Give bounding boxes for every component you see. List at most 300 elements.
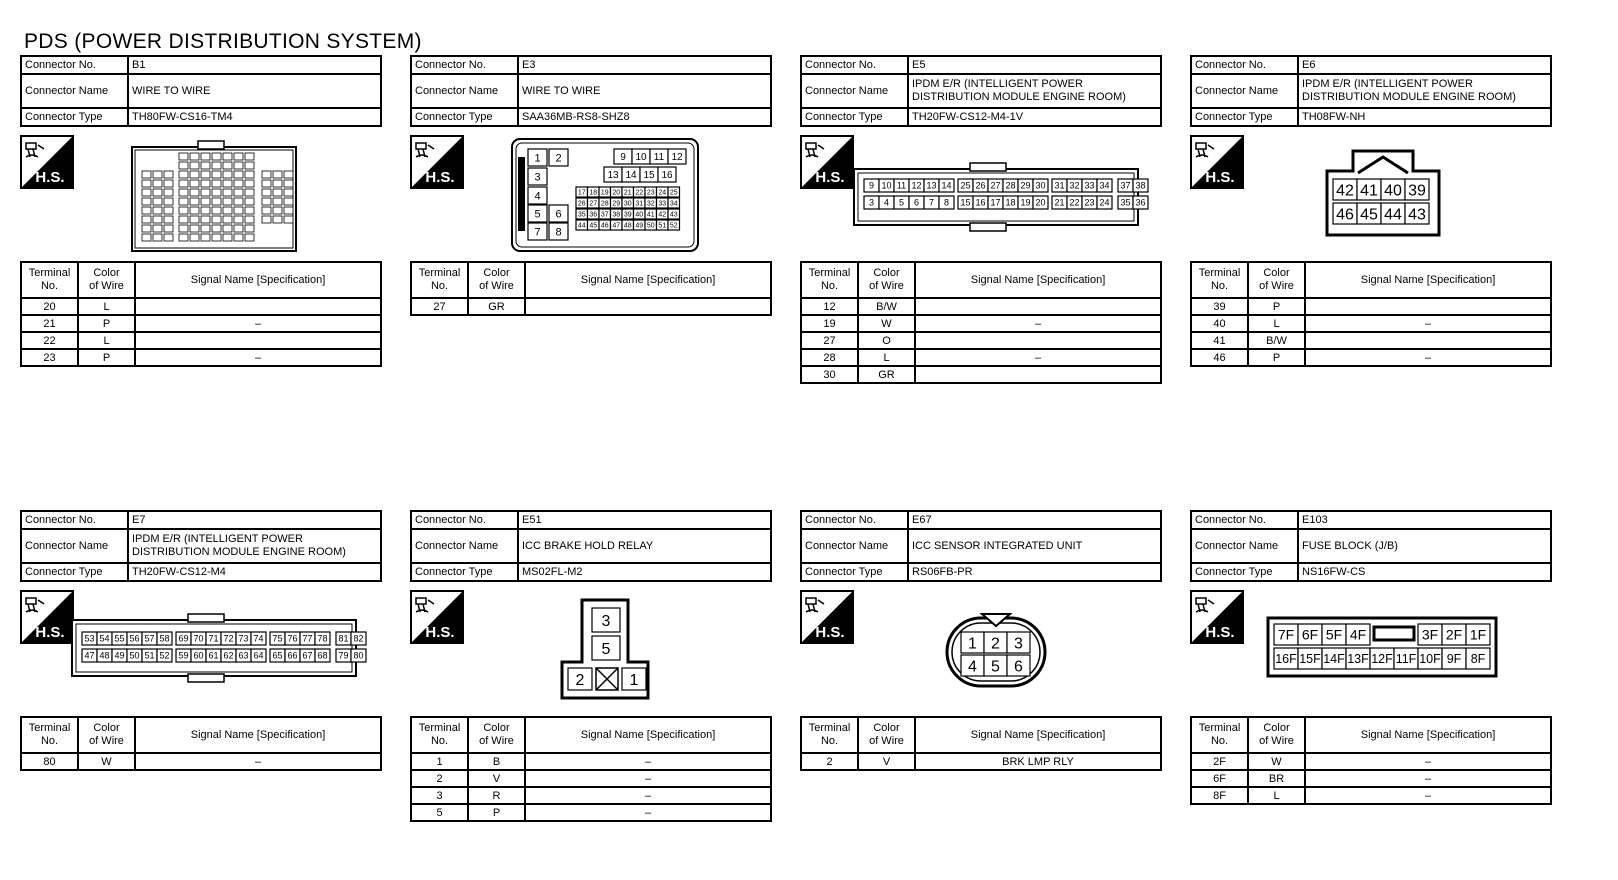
signal-table (1190, 716, 1552, 805)
signal-cell: – (525, 804, 771, 821)
svg-text:4: 4 (883, 197, 890, 208)
connector-no-label: Connector No. (411, 511, 518, 529)
color-cell: L (78, 298, 135, 315)
svg-text:52: 52 (159, 650, 170, 661)
svg-text:45: 45 (589, 222, 598, 230)
signal-header: Signal Name [Specification] (135, 717, 381, 753)
signal-cell: – (1305, 315, 1551, 332)
svg-text:64: 64 (253, 650, 264, 661)
svg-text:45: 45 (1360, 206, 1378, 224)
svg-text:10F: 10F (1419, 652, 1441, 666)
svg-text:31: 31 (1054, 180, 1065, 191)
svg-text:33: 33 (1084, 180, 1095, 191)
connector-picture (800, 127, 1162, 259)
table-row (1191, 349, 1551, 366)
color-cell: L (1248, 315, 1305, 332)
svg-text:4: 4 (534, 190, 541, 203)
signal-table (1190, 261, 1552, 367)
color-cell: L (78, 332, 135, 349)
signal-cell: – (1305, 753, 1551, 770)
terminal-cell: 2 (801, 753, 858, 770)
connector-type-label: Connector Type (411, 108, 518, 126)
connector-type-label: Connector Type (1191, 563, 1298, 581)
signal-cell: – (1305, 770, 1551, 787)
terminal-cell: 8F (1191, 787, 1248, 804)
connector-name-label: Connector Name (801, 74, 908, 108)
signal-cell: BRK LMP RLY (915, 753, 1161, 770)
svg-text:46: 46 (1336, 206, 1354, 224)
svg-text:39: 39 (623, 211, 632, 219)
harness-side-icon (20, 135, 74, 189)
svg-text:56: 56 (129, 633, 140, 644)
signal-cell (915, 366, 1161, 383)
svg-text:42: 42 (658, 211, 667, 219)
svg-text:47: 47 (84, 650, 95, 661)
hs-label: H.S. (425, 624, 455, 641)
connector-no-value: E6 (1298, 56, 1551, 74)
connector-name-label: Connector Name (1191, 74, 1298, 108)
svg-text:6: 6 (555, 208, 562, 221)
svg-text:5: 5 (898, 197, 905, 208)
svg-text:21: 21 (1054, 197, 1065, 208)
svg-text:1: 1 (534, 152, 541, 165)
connector-no-value: E7 (128, 511, 381, 529)
color-cell: W (858, 315, 915, 332)
svg-text:18: 18 (589, 189, 598, 197)
terminal-cell: 2 (411, 770, 468, 787)
svg-text:23: 23 (1084, 197, 1095, 208)
connector-type-label: Connector Type (801, 563, 908, 581)
color-header: Color of Wire (858, 717, 915, 753)
terminal-cell: 23 (21, 349, 78, 366)
page-title: PDS (POWER DISTRIBUTION SYSTEM) (24, 30, 422, 53)
connector-type-label: Connector Type (21, 563, 128, 581)
svg-text:80: 80 (353, 650, 364, 661)
color-header: Color of Wire (858, 262, 915, 298)
svg-text:38: 38 (612, 211, 621, 219)
hs-label: H.S. (35, 624, 65, 641)
connector-diagram-e103 (1266, 616, 1498, 678)
color-cell: P (1248, 298, 1305, 315)
connector-info-table (1190, 55, 1552, 127)
signal-header: Signal Name [Specification] (1305, 717, 1551, 753)
svg-text:16: 16 (975, 197, 986, 208)
svg-text:48: 48 (99, 650, 110, 661)
svg-text:71: 71 (208, 633, 219, 644)
connector-no-value: E67 (908, 511, 1161, 529)
color-header: Color of Wire (1248, 717, 1305, 753)
color-cell: GR (858, 366, 915, 383)
connector-name-value: ICC SENSOR INTEGRATED UNIT (908, 529, 1161, 563)
hs-label: H.S. (1205, 169, 1235, 186)
signal-cell (135, 332, 381, 349)
terminal-header: Terminal No. (411, 717, 468, 753)
connector-no-value: E3 (518, 56, 771, 74)
table-row (801, 298, 1161, 315)
connector-block-e6 (1190, 55, 1552, 364)
svg-text:6: 6 (1014, 658, 1023, 676)
svg-text:15: 15 (643, 170, 655, 182)
connector-diagram-e6 (1324, 147, 1442, 239)
hs-label: H.S. (815, 169, 845, 186)
connector-info-table (800, 55, 1162, 127)
svg-text:30: 30 (1035, 180, 1046, 191)
svg-text:13F: 13F (1347, 652, 1369, 666)
connector-type-label: Connector Type (21, 108, 128, 126)
svg-text:11: 11 (896, 180, 907, 191)
signal-header: Signal Name [Specification] (525, 262, 771, 298)
svg-text:34: 34 (1099, 180, 1110, 191)
svg-text:37: 37 (1120, 180, 1131, 191)
svg-text:14: 14 (941, 180, 952, 191)
svg-text:11F: 11F (1395, 652, 1417, 666)
signal-cell (915, 298, 1161, 315)
svg-text:1: 1 (968, 635, 977, 653)
connector-type-value: TH08FW-NH (1298, 108, 1551, 126)
color-header: Color of Wire (468, 717, 525, 753)
color-header: Color of Wire (1248, 262, 1305, 298)
svg-text:23: 23 (646, 189, 655, 197)
svg-text:5: 5 (991, 658, 1000, 676)
table-row (1191, 753, 1551, 770)
svg-text:13: 13 (607, 170, 619, 182)
connector-diagram-b1 (130, 139, 300, 255)
svg-text:22: 22 (1069, 197, 1080, 208)
color-cell: GR (468, 298, 525, 315)
svg-text:32: 32 (646, 200, 655, 208)
table-row (801, 753, 1161, 770)
signal-cell: – (1305, 349, 1551, 366)
signal-cell: – (525, 787, 771, 804)
signal-cell (135, 298, 381, 315)
table-row (21, 349, 381, 366)
connector-type-value: TH20FW-CS12-M4-1V (908, 108, 1161, 126)
connector-name-label: Connector Name (411, 74, 518, 108)
svg-text:6F: 6F (1301, 626, 1319, 643)
signal-cell: – (525, 753, 771, 770)
color-cell: V (858, 753, 915, 770)
terminal-cell: 2F (1191, 753, 1248, 770)
table-row (411, 804, 771, 821)
svg-text:18: 18 (1005, 197, 1016, 208)
signal-cell (525, 298, 771, 315)
svg-text:79: 79 (338, 650, 349, 661)
signal-cell: – (135, 349, 381, 366)
svg-text:38: 38 (1135, 180, 1146, 191)
terminal-cell: 1 (411, 753, 468, 770)
terminal-cell: 21 (21, 315, 78, 332)
svg-text:8: 8 (555, 226, 562, 239)
connector-block-e5 (800, 55, 1162, 381)
svg-text:81: 81 (338, 633, 349, 644)
svg-text:82: 82 (353, 633, 364, 644)
connector-diagram-e67 (944, 610, 1048, 690)
svg-text:7F: 7F (1277, 626, 1295, 643)
svg-text:16F: 16F (1275, 652, 1297, 666)
svg-text:76: 76 (287, 633, 298, 644)
signal-cell: – (915, 349, 1161, 366)
table-row (1191, 787, 1551, 804)
connector-info-table (20, 510, 382, 582)
svg-text:73: 73 (238, 633, 249, 644)
connector-info-table (410, 510, 772, 582)
harness-side-icon (410, 135, 464, 189)
svg-text:65: 65 (272, 650, 283, 661)
terminal-cell: 6F (1191, 770, 1248, 787)
color-header: Color of Wire (78, 262, 135, 298)
hs-label: H.S. (815, 624, 845, 641)
terminal-cell: 3 (411, 787, 468, 804)
connector-type-value: RS06FB-PR (908, 563, 1161, 581)
svg-text:3: 3 (534, 171, 541, 184)
terminal-cell: 19 (801, 315, 858, 332)
color-cell: B/W (858, 298, 915, 315)
svg-text:46: 46 (600, 222, 609, 230)
svg-text:27: 27 (990, 180, 1001, 191)
svg-text:30: 30 (623, 200, 632, 208)
connector-diagram-e3 (510, 137, 700, 253)
table-row (801, 349, 1161, 366)
svg-text:8: 8 (943, 197, 950, 208)
connector-no-value: E5 (908, 56, 1161, 74)
svg-text:28: 28 (600, 200, 609, 208)
svg-text:19: 19 (600, 189, 609, 197)
terminal-header: Terminal No. (801, 717, 858, 753)
svg-text:50: 50 (129, 650, 140, 661)
terminal-cell: 46 (1191, 349, 1248, 366)
terminal-cell: 41 (1191, 332, 1248, 349)
svg-text:3: 3 (868, 197, 875, 208)
svg-text:41: 41 (646, 211, 655, 219)
color-cell: W (78, 753, 135, 770)
svg-text:15: 15 (960, 197, 971, 208)
svg-text:53: 53 (84, 633, 95, 644)
table-row (411, 753, 771, 770)
connector-picture (410, 127, 772, 259)
terminal-cell: 39 (1191, 298, 1248, 315)
connector-type-value: MS02FL-M2 (518, 563, 771, 581)
color-cell: P (78, 349, 135, 366)
svg-text:9: 9 (868, 180, 875, 191)
svg-text:17: 17 (577, 189, 586, 197)
svg-text:37: 37 (600, 211, 609, 219)
svg-text:3: 3 (601, 612, 611, 630)
connector-name-label: Connector Name (21, 74, 128, 108)
svg-text:25: 25 (669, 189, 678, 197)
svg-text:60: 60 (193, 650, 204, 661)
svg-text:2F: 2F (1445, 626, 1463, 643)
terminal-cell: 27 (801, 332, 858, 349)
connector-info-table (1190, 510, 1552, 582)
svg-text:70: 70 (193, 633, 204, 644)
svg-text:14F: 14F (1323, 652, 1345, 666)
signal-cell: – (1305, 787, 1551, 804)
svg-text:63: 63 (238, 650, 249, 661)
hs-label: H.S. (35, 169, 65, 186)
svg-text:74: 74 (253, 633, 264, 644)
svg-text:16: 16 (661, 170, 673, 182)
svg-text:57: 57 (144, 633, 155, 644)
terminal-cell: 27 (411, 298, 468, 315)
connector-name-value: IPDM E/R (INTELLIGENT POWER DISTRIBUTION MODULE ENGINE ROOM) (908, 74, 1161, 108)
svg-text:14: 14 (625, 170, 637, 182)
svg-text:47: 47 (612, 222, 621, 230)
table-row (21, 315, 381, 332)
svg-text:35: 35 (1120, 197, 1131, 208)
connector-name-label: Connector Name (801, 529, 908, 563)
harness-side-icon (410, 590, 464, 644)
terminal-header: Terminal No. (1191, 717, 1248, 753)
svg-text:11: 11 (653, 152, 665, 164)
connector-name-value: WIRE TO WIRE (518, 74, 771, 108)
svg-text:21: 21 (623, 189, 632, 197)
svg-text:49: 49 (635, 222, 644, 230)
connector-no-value: E103 (1298, 511, 1551, 529)
color-cell: P (1248, 349, 1305, 366)
color-cell: P (468, 804, 525, 821)
connector-no-label: Connector No. (411, 56, 518, 74)
svg-text:6: 6 (913, 197, 920, 208)
svg-text:24: 24 (1099, 197, 1110, 208)
terminal-cell: 30 (801, 366, 858, 383)
signal-header: Signal Name [Specification] (915, 262, 1161, 298)
terminal-cell: 20 (21, 298, 78, 315)
connector-diagram-e5 (852, 161, 1146, 237)
svg-text:1F: 1F (1469, 626, 1487, 643)
svg-text:42: 42 (1336, 182, 1354, 200)
color-cell: L (1248, 787, 1305, 804)
connector-picture (800, 582, 1162, 714)
harness-side-icon (1190, 590, 1244, 644)
terminal-header: Terminal No. (801, 262, 858, 298)
table-row (21, 298, 381, 315)
signal-cell: – (135, 753, 381, 770)
svg-text:17: 17 (990, 197, 1001, 208)
svg-text:77: 77 (302, 633, 313, 644)
svg-text:36: 36 (1135, 197, 1146, 208)
connector-type-value: SAA36MB-RS8-SHZ8 (518, 108, 771, 126)
svg-text:59: 59 (178, 650, 189, 661)
connector-no-value: E51 (518, 511, 771, 529)
connector-type-label: Connector Type (411, 563, 518, 581)
svg-text:26: 26 (577, 200, 586, 208)
connector-block-e7 (20, 510, 382, 768)
svg-text:4: 4 (968, 658, 977, 676)
svg-text:2: 2 (575, 671, 585, 689)
svg-text:44: 44 (577, 222, 586, 230)
color-header: Color of Wire (468, 262, 525, 298)
harness-side-icon (800, 135, 854, 189)
connector-info-table (20, 55, 382, 127)
color-cell: B/W (1248, 332, 1305, 349)
connector-block-b1 (20, 55, 382, 364)
connector-no-label: Connector No. (801, 56, 908, 74)
svg-text:10: 10 (635, 152, 647, 164)
svg-text:22: 22 (635, 189, 644, 197)
color-cell: P (78, 315, 135, 332)
color-cell: R (468, 787, 525, 804)
connector-block-e103 (1190, 510, 1552, 802)
svg-text:78: 78 (317, 633, 328, 644)
connector-info-table (410, 55, 772, 127)
terminal-header: Terminal No. (411, 262, 468, 298)
svg-text:20: 20 (612, 189, 621, 197)
svg-text:2: 2 (555, 152, 562, 165)
color-cell: V (468, 770, 525, 787)
connector-type-label: Connector Type (801, 108, 908, 126)
signal-cell: – (135, 315, 381, 332)
svg-text:9: 9 (620, 152, 626, 164)
svg-text:33: 33 (658, 200, 667, 208)
signal-table (20, 261, 382, 367)
table-row (1191, 770, 1551, 787)
harness-side-icon (800, 590, 854, 644)
svg-text:66: 66 (287, 650, 298, 661)
terminal-header: Terminal No. (1191, 262, 1248, 298)
terminal-cell: 12 (801, 298, 858, 315)
connector-diagram-e7 (70, 612, 364, 688)
harness-side-icon (20, 590, 74, 644)
svg-text:62: 62 (223, 650, 234, 661)
svg-text:49: 49 (114, 650, 125, 661)
terminal-header: Terminal No. (21, 262, 78, 298)
color-cell: W (1248, 753, 1305, 770)
svg-text:24: 24 (658, 189, 667, 197)
connector-type-label: Connector Type (1191, 108, 1298, 126)
table-row (1191, 315, 1551, 332)
svg-text:10: 10 (881, 180, 892, 191)
svg-text:4F: 4F (1349, 626, 1367, 643)
svg-text:68: 68 (317, 650, 328, 661)
signal-table (410, 261, 772, 316)
svg-text:29: 29 (1020, 180, 1031, 191)
connector-no-label: Connector No. (801, 511, 908, 529)
svg-text:31: 31 (635, 200, 644, 208)
svg-text:36: 36 (589, 211, 598, 219)
terminal-cell: 28 (801, 349, 858, 366)
svg-text:8F: 8F (1470, 652, 1486, 666)
signal-cell: – (525, 770, 771, 787)
connector-no-label: Connector No. (1191, 56, 1298, 74)
table-row (411, 787, 771, 804)
svg-text:75: 75 (272, 633, 283, 644)
connector-picture (1190, 582, 1552, 714)
svg-text:19: 19 (1020, 197, 1031, 208)
connector-name-value: WIRE TO WIRE (128, 74, 381, 108)
signal-header: Signal Name [Specification] (135, 262, 381, 298)
svg-text:48: 48 (623, 222, 632, 230)
svg-text:51: 51 (144, 650, 155, 661)
connector-type-value: NS16FW-CS (1298, 563, 1551, 581)
svg-text:40: 40 (1384, 182, 1402, 200)
terminal-cell: 5 (411, 804, 468, 821)
svg-text:7: 7 (928, 197, 935, 208)
terminal-cell: 22 (21, 332, 78, 349)
connector-no-value: B1 (128, 56, 381, 74)
connector-diagram-e51 (560, 598, 660, 702)
connector-type-value: TH80FW-CS16-TM4 (128, 108, 381, 126)
svg-text:12F: 12F (1371, 652, 1393, 666)
svg-text:67: 67 (302, 650, 313, 661)
connector-name-label: Connector Name (1191, 529, 1298, 563)
connector-no-label: Connector No. (21, 56, 128, 74)
svg-text:12: 12 (671, 152, 683, 164)
signal-table (800, 716, 1162, 771)
color-cell: O (858, 332, 915, 349)
table-row (801, 315, 1161, 332)
svg-text:26: 26 (975, 180, 986, 191)
svg-text:41: 41 (1360, 182, 1378, 200)
